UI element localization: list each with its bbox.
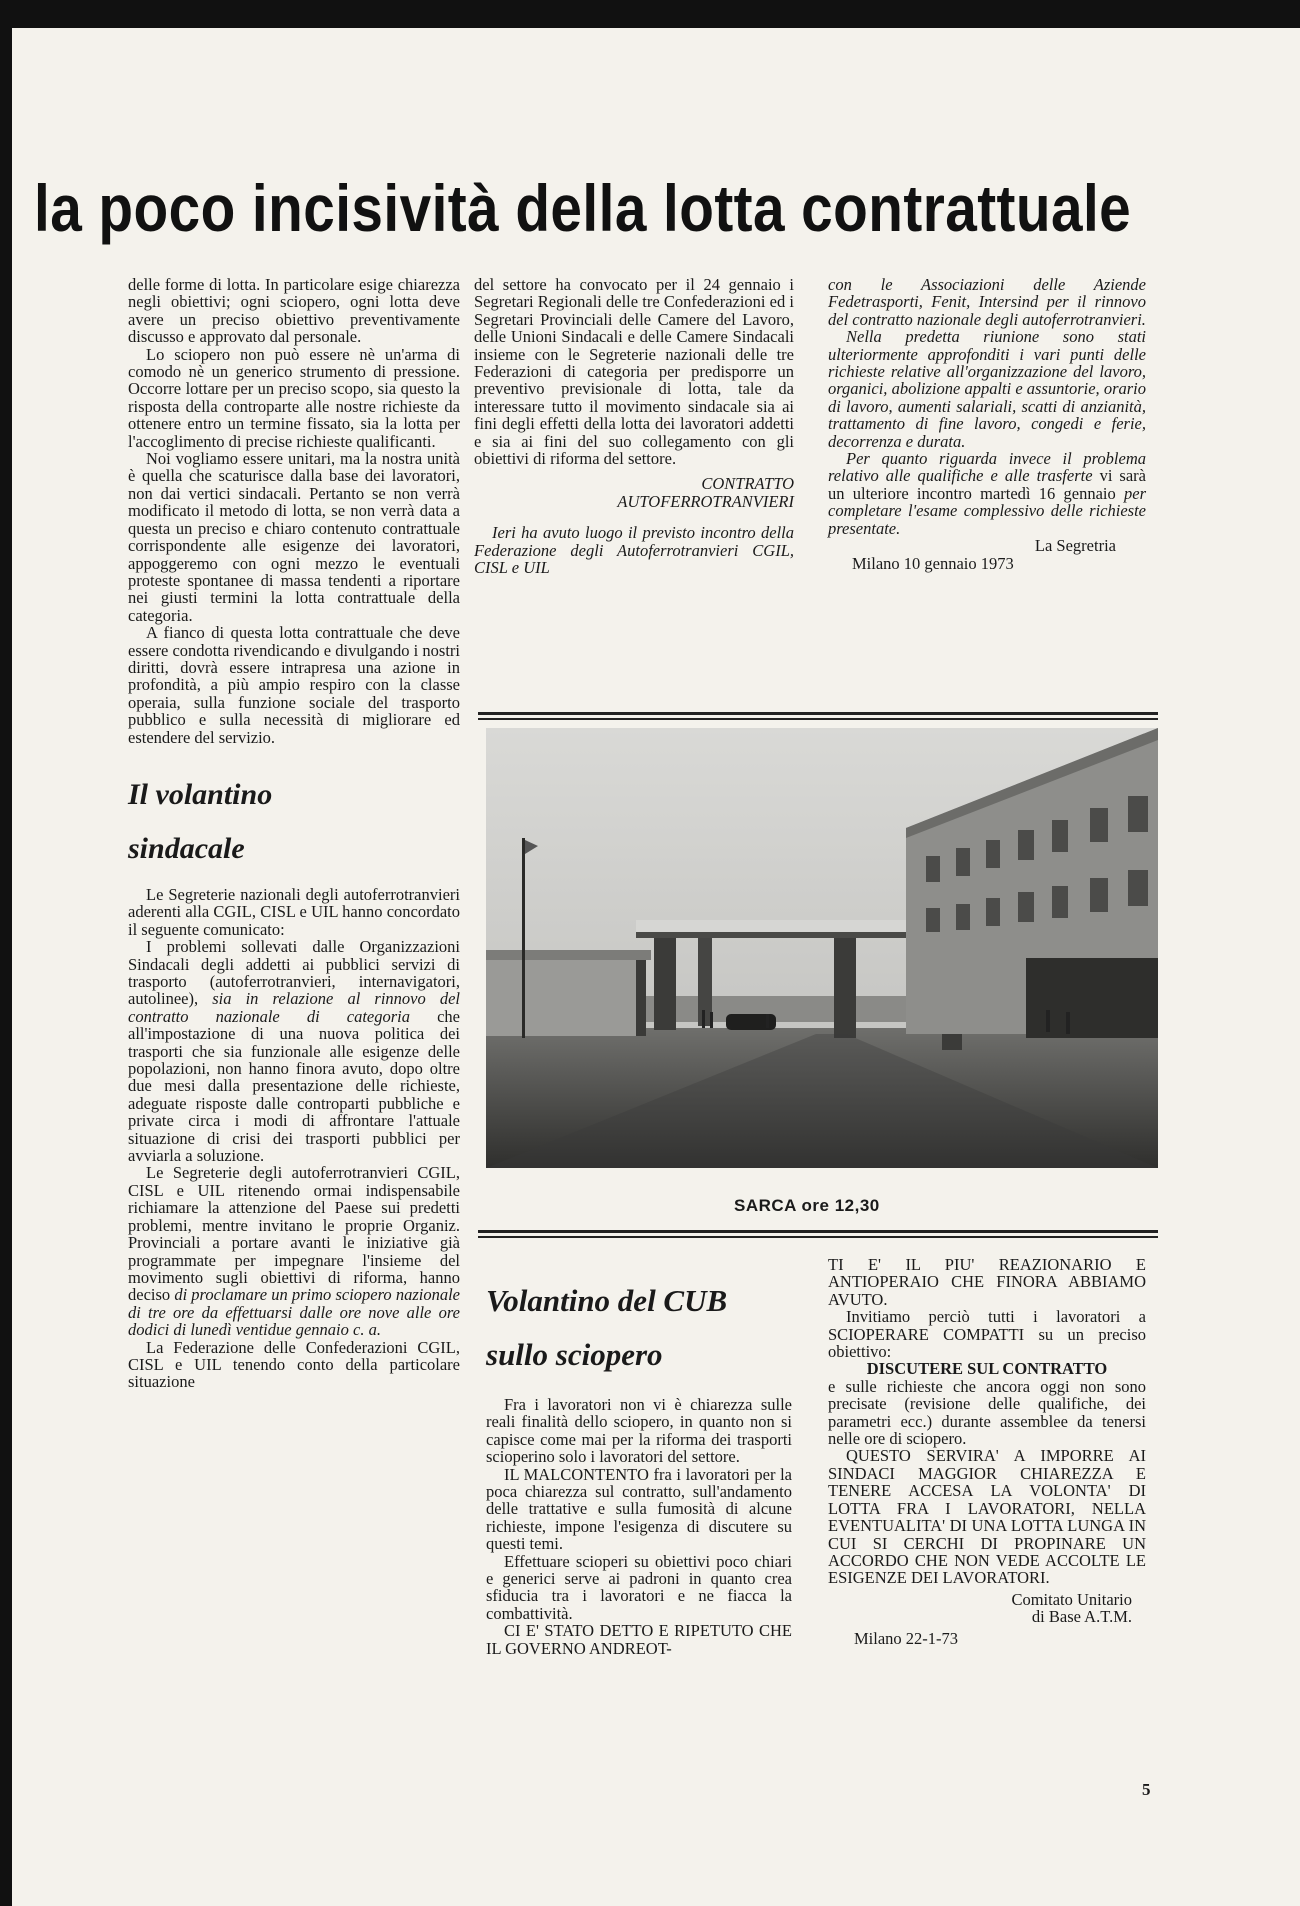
photo-caption: SARCA ore 12,30: [734, 1196, 880, 1215]
column-3-top: [828, 276, 1146, 572]
paragraph: Nella predetta riunione sono stati ulteriormente approfonditi i vari punti delle richieste relative all'organizzazione del lavoro, organici, abolizione appalti e assuntorie, orario di lavoro, aumenti salariali, scatti di anzianità, trattamento di fine lavoro, congedi e ferie, decorrenza e durata.: [828, 327, 1146, 451]
section-title-volantino-sindacale-line2: sindacale: [128, 831, 245, 865]
photo-image: [486, 728, 1158, 1168]
paragraph: CI E' STATO DETTO E RIPETUTO CHE IL GOVERNO ANDREOT-: [486, 1621, 792, 1658]
column-1: [128, 276, 460, 1391]
section-title-volantino-sindacale: Il volantino: [128, 777, 273, 811]
paragraph: Le Segreterie nazionali degli autoferrotranvieri aderenti alla CGIL, CISL e UIL hanno concordato il seguente comunicato:: [128, 884, 460, 939]
subheading: AUTOFERROTRANVIERI: [617, 491, 794, 511]
paragraph: Ieri ha avuto luogo il previsto incontro della Federazione degli Autoferrotranvieri CGIL, CISL e UIL: [474, 523, 794, 578]
divider: [478, 1236, 1158, 1238]
date: Milano 10 gennaio 1973: [852, 553, 1014, 573]
divider: [478, 712, 1158, 715]
paragraph: delle forme di lotta. In particolare esige chiarezza negli obiettivi; ogni sciopero, ogni lotta deve avere un preciso obiettivo preventivamente discusso e approvato dal personale.: [128, 275, 460, 347]
magazine-page: [12, 28, 1300, 1906]
paragraph: del settore ha convocato per il 24 gennaio i Segretari Regionali delle tre Confederazioni ed i Segretari Provinciali delle Camere del Lavoro, delle Unioni Sindacali e delle Camere Sindacali insieme con le Segreterie nazionali delle tre Federazioni di categoria per predisporre un preventivo previsionale di lotta, tale da interessare tutto il movimento sindacale sia ai fini degli effetti della lotta dei lavoratori addetti e sia ai fini del suo collegamento con gli obiettivi di riforma del settore.: [474, 275, 794, 469]
paragraph: TI E' IL PIU' REAZIONARIO E ANTIOPERAIO CHE FINORA ABBIAMO AVUTO.: [828, 1255, 1146, 1309]
paragraph: I problemi sollevati dalle Organizzazioni Sindacali degli addetti ai pubblici servizi di trasporto (autoferrotranvieri, internavigatori, autolinee), sia in relazione al rinnovo del contratto nazionale di categoria che all'impostazione di una nuova politica dei trasporti che sia funzionale alle esigenze delle popolazioni, non hanno finora avuto, dopo oltre due mesi dalla presentazione delle richieste, adeguate risposte dalle controparti pubbliche e private circa i modi di affrontare l'attuale situazione di crisi dei trasporti pubblici per avviarla a soluzione.: [128, 937, 461, 1166]
paragraph: Le Segreterie degli autoferrotranvieri CGIL, CISL e UIL ritenendo ormai indispensabile richiamare la attenzione del Paese sui predetti problemi, mentre invitano le proprie Organiz. Provinciali a portare avanti le iniziative già programmate per impegnare l'insieme del movimento sugli obiettivi di riforma, hanno deciso di proclamare un primo sciopero nazionale di tre ore da effettuarsi dalle ore nove alle ore dodici di lunedì ventidue gennaio c. a.: [128, 1163, 460, 1340]
date: Milano 22-1-73: [854, 1628, 959, 1648]
subheading: CONTRATTO: [701, 474, 794, 494]
paragraph: Invitiamo perciò tutti i lavoratori a SCIOPERARE COMPATTI su un preciso obiettivo:: [828, 1307, 1146, 1362]
signature: Comitato Unitario: [1011, 1589, 1132, 1609]
paragraph: e sulle richieste che ancora oggi non sono precisate (revisione delle qualifiche, dei parametri ecc.) durante assemblee da tenersi nelle ore di sciopero.: [828, 1376, 1146, 1449]
paragraph: La Federazione delle Confederazioni CGIL, CISL e UIL tenendo conto della particolare situazione: [128, 1337, 460, 1392]
divider: [478, 718, 1158, 720]
paragraph: IL MALCONTENTO fra i lavoratori per la poca chiarezza sul contratto, sull'andamento delle trattative e sulla fumosità di alcune richieste, impone l'esigenza di discutere su questi temi.: [486, 1464, 792, 1554]
paragraph: A fianco di questa lotta contrattuale che deve essere condotta rivendicando e divulgando i nostri diritti, dovrà essere intrapresa una azione in profondità, a più ampio respiro con la classe operaia, sulla funzione sociale del trasporto pubblico e sulla necessità di migliorare ed estendere del servizio.: [128, 623, 460, 747]
paragraph: Noi vogliamo essere unitari, ma la nostra unità è quella che scaturisce dalla base dei lavoratori, non dai vertici sindacali. Pertanto se non verrà modificato il metodo di lotta, se non verrà data a questa un preciso e chiaro contenuto contrattuale corrispondente alle esigenze dei lavoratori, appoggeremo con ogni mezzo le eventuali proteste spontanee di massa tendenti a riportare nei giusti termini la lotta contrattuale della categoria.: [128, 449, 460, 625]
section-title-volantino-cub: Volantino del CUB: [486, 1283, 728, 1318]
paragraph: Effettuare scioperi su obiettivi poco chiari e generici serve ai padroni in quanto crea sfiducia tra i lavoratori e ne fiacca la combattività.: [486, 1551, 792, 1623]
paragraph: QUESTO SERVIRA' A IMPORRE AI SINDACI MAGGIOR CHIAREZZA E TENERE ACCESA LA VOLONTA' DI LOTTA FRA I LAVORATORI, NELLA EVENTUALITA' DI UNA LOTTA LUNGA IN CUI SI CERCHI DI PROPINARE UN ACCORDO CHE NON VEDE ACCOLTE LE ESIGENZE DEI LAVORATORI.: [828, 1446, 1146, 1588]
paragraph: con le Associazioni delle Aziende Fedetrasporti, Fenit, Intersind per il rinnovo del contratto nazionale degli autoferrotranvieri.: [828, 275, 1146, 329]
paragraph: Per quanto riguarda invece il problema relativo alle qualifiche e alle trasferte vi sarà un ulteriore incontro martedì 16 gennaio per completare l'esame complessivo delle richieste presentate.: [828, 449, 1146, 538]
divider: [478, 1230, 1158, 1233]
page-number: 5: [1142, 1780, 1151, 1799]
section-title-volantino-cub-line2: sullo sciopero: [486, 1337, 663, 1372]
column-2-top: [474, 276, 794, 577]
signature: La Segretria: [1034, 536, 1116, 556]
photo-sarca-depot: [486, 728, 1158, 1168]
signature: di Base A.T.M.: [1031, 1607, 1132, 1627]
column-3-cub: [828, 1256, 1146, 1647]
emphasis-line: DISCUTERE SUL CONTRATTO: [866, 1359, 1108, 1379]
headline: la poco incisività della lotta contrattuale: [34, 171, 1132, 245]
column-2-cub: [486, 1274, 792, 1657]
paragraph: Fra i lavoratori non vi è chiarezza sulle reali finalità dello sciopero, in quanto non si capisce come mai per la riforma dei trasporti scioperino solo i lavoratori del settore.: [486, 1395, 792, 1467]
paragraph: Lo sciopero non può essere nè un'arma di comodo nè un generico strumento di pressione. Occorre lottare per un preciso scopo, sia questo la risposta della controparte alle nostre richieste da ottenere entro un termine fissato, sia la lotta per l'accoglimento di precise richieste qualificanti.: [128, 344, 460, 451]
